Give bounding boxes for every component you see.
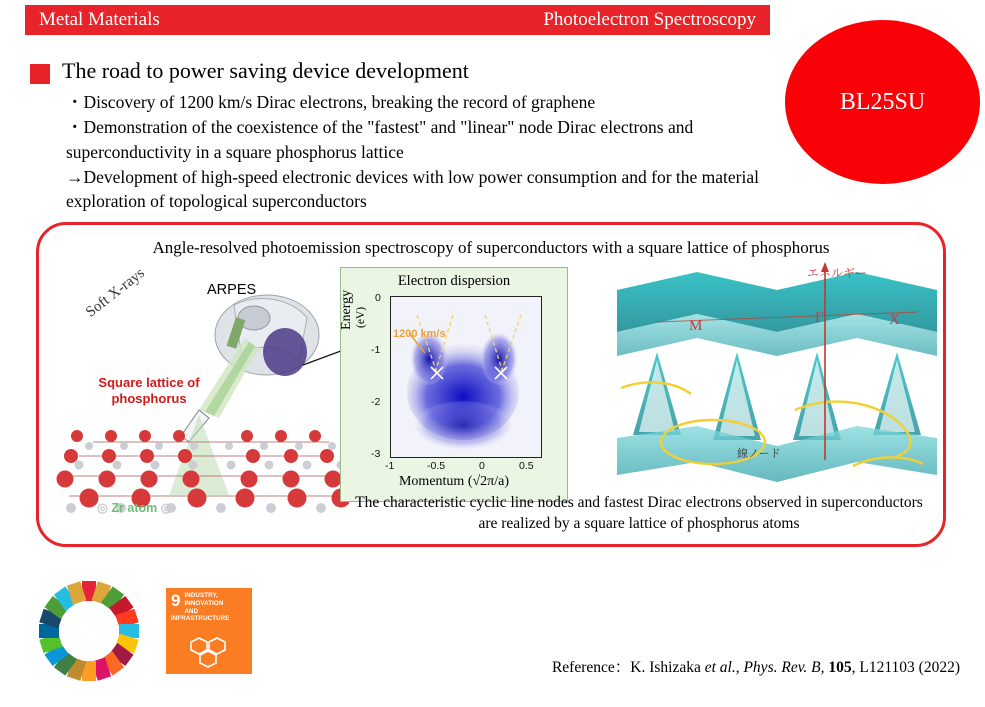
chart-xlabel: Momentum (√2π/a) <box>398 474 509 489</box>
bullet-item: ・Discovery of 1200 km/s Dirac electrons, breaking the record of graphene <box>66 92 596 112</box>
chart-xtick: -1 <box>385 460 395 472</box>
sdg-number: 9 <box>171 591 181 610</box>
reference-pages: , L121103 (2022) <box>851 659 960 676</box>
arpes-intensity-map <box>390 296 542 458</box>
chart-ytick: -1 <box>371 344 381 356</box>
band-point-x: X <box>889 312 900 328</box>
sdg-text: INDUSTRY, INNOVATION AND INFRASTRUCTURE <box>171 592 230 623</box>
bullet-item: ・Demonstration of the coexistence of the "fastest" and "linear" node Dirac electrons and superconductivity in a square phosphorus lattice <box>66 116 694 162</box>
reference-prefix: Reference： <box>551 659 631 676</box>
band-point-gamma: Γ <box>815 310 824 326</box>
arpes-chart-panel <box>340 267 568 502</box>
arpes-label: ARPES <box>207 282 257 298</box>
header-technique-label: Photoelectron Spectroscopy <box>543 9 756 30</box>
figure-caption-line1: The characteristic cyclic line nodes and fastest Dirac electrons observed in superconductors <box>355 494 923 511</box>
chart-xtick: 0.5 <box>519 460 534 472</box>
soft-xrays-label: Soft X-rays <box>83 265 148 321</box>
square-lattice-label: Square lattice of phosphorus <box>98 375 200 406</box>
header-category-label: Metal Materials <box>39 9 160 30</box>
band-structure-3d <box>617 260 937 495</box>
sdg-wheel-icon <box>36 578 142 684</box>
reference-volume: 105 <box>828 659 852 676</box>
reference-authors: K. Ishizaka <box>630 659 701 676</box>
page-title-text: The road to power saving device development <box>62 58 469 83</box>
experiment-illustration <box>49 260 349 540</box>
zr-atom-label: ◎ Zr atom ◎ <box>97 501 172 515</box>
page-title <box>30 58 469 84</box>
energy-axis-label: エネルギー <box>807 266 868 280</box>
chart-yunit: (eV) <box>355 306 367 328</box>
chart-ytick: 0 <box>375 292 381 304</box>
figure-panel <box>36 222 946 547</box>
reference-journal: Phys. Rev. B, <box>743 659 825 676</box>
chart-xtick: -0.5 <box>427 460 446 472</box>
chart-ylabel: Energy <box>339 289 354 330</box>
sdg-goal-9-badge <box>166 588 252 674</box>
sdg-wheel-svg <box>36 578 142 684</box>
reference-etal: et al. <box>704 659 736 676</box>
bullet-square-icon <box>30 64 50 84</box>
arpes-map-svg <box>391 297 542 458</box>
figure-caption-line2: are realized by a square lattice of phosphorus atoms <box>478 514 800 532</box>
header-bar <box>25 5 770 35</box>
dirac-velocity-annotation: 1200 km/s <box>393 328 446 340</box>
beamline-badge-label: BL25SU <box>839 88 926 115</box>
chart-ytick: -2 <box>371 396 381 408</box>
summary-bullets <box>66 90 766 214</box>
reference-text: Reference：K. Ishizaka et al., Phys. Rev. B, 105, L121103 (2022) <box>551 659 960 676</box>
band-point-m: M <box>689 318 703 334</box>
chart-xtick: 0 <box>479 460 485 472</box>
bullet-item: →Development of high-speed electronic devices with low power consumption and for the material exploration of topological superconductors <box>66 166 759 212</box>
line-node-label: 線ノード <box>737 448 781 460</box>
figure-caption-top: Angle-resolved photoemission spectroscopy of superconductors with a square lattice of phosphorus <box>152 238 830 257</box>
chart-title: Electron dispersion <box>397 273 511 289</box>
beamline-badge <box>785 20 980 184</box>
sdg-industry-icon <box>187 634 231 668</box>
figure-caption-bottom <box>339 493 939 535</box>
chart-ytick: -3 <box>371 448 381 460</box>
